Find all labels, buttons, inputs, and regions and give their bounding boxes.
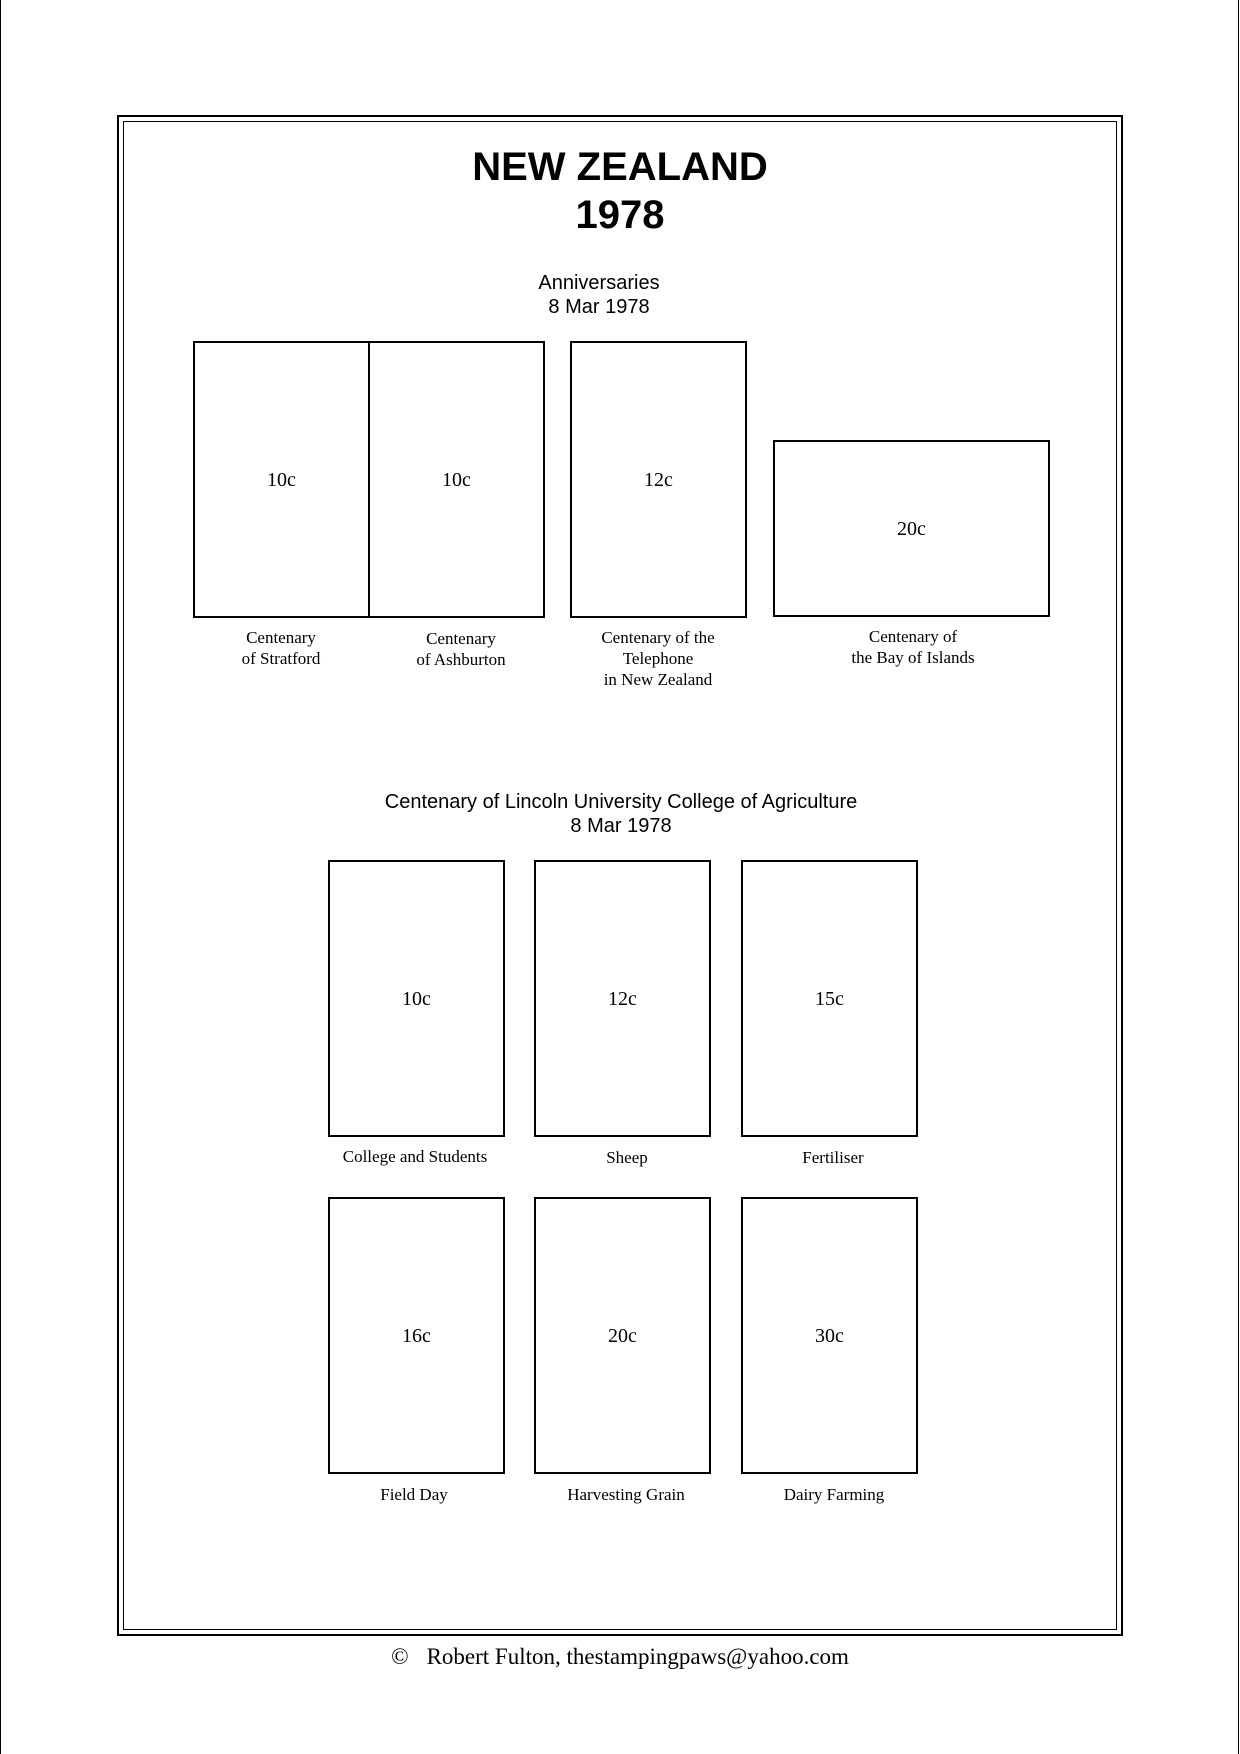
- section-date-anniversaries: 8 Mar 1978: [548, 296, 650, 318]
- stamp-slot: [741, 860, 918, 1137]
- stamp-slot: [368, 341, 545, 618]
- copyright-symbol: ©: [391, 1644, 409, 1669]
- stamp-value: 10c: [402, 988, 431, 1010]
- stamp-value: 10c: [267, 469, 296, 491]
- stamp-value: 20c: [608, 1325, 637, 1347]
- stamp-slot: [741, 1197, 918, 1474]
- stamp-value: 12c: [644, 469, 673, 491]
- section-title-anniversaries: Anniversaries: [538, 272, 660, 294]
- stamp-value: 16c: [402, 1325, 431, 1347]
- stamp-caption: Sheep: [606, 1148, 648, 1167]
- stamp-caption: Fertiliser: [802, 1148, 864, 1167]
- stamp-value: 15c: [815, 988, 844, 1010]
- footer-credit: [0, 1644, 1240, 1670]
- stamp-value: 20c: [897, 518, 926, 540]
- page-edge-left: [0, 0, 1, 1754]
- stamp-slot: [773, 440, 1050, 617]
- stamp-value: 30c: [815, 1325, 844, 1347]
- section-title-lincoln: Centenary of Lincoln University College of Agriculture: [384, 791, 858, 813]
- stamp-slot: [328, 1197, 505, 1474]
- footer-text: Robert Fulton, thestampingpaws@yahoo.com: [426, 1644, 849, 1669]
- country-title: NEW ZEALAND: [472, 145, 768, 189]
- stamp-caption: Dairy Farming: [783, 1485, 885, 1504]
- stamp-caption: Field Day: [380, 1485, 448, 1504]
- stamp-slot: [534, 1197, 711, 1474]
- year-title: 1978: [575, 193, 665, 237]
- stamp-slot: [534, 860, 711, 1137]
- stamp-slot: [193, 341, 370, 618]
- section-date-lincoln: 8 Mar 1978: [570, 815, 672, 837]
- stamp-slot: [328, 860, 505, 1137]
- page-edge-right: [1238, 0, 1239, 1754]
- stamp-value: 10c: [442, 469, 471, 491]
- stamp-caption: Harvesting Grain: [567, 1485, 685, 1504]
- stamp-value: 12c: [608, 988, 637, 1010]
- stamp-caption: Centenary of the Bay of Islands: [851, 627, 975, 667]
- stamp-caption: College and Students: [342, 1147, 488, 1166]
- stamp-slot: [570, 341, 747, 618]
- stamp-caption: Centenary of Ashburton: [416, 629, 506, 669]
- stamp-caption: Centenary of Stratford: [241, 628, 321, 668]
- stamp-caption: Centenary of the Telephone in New Zealand: [601, 628, 715, 689]
